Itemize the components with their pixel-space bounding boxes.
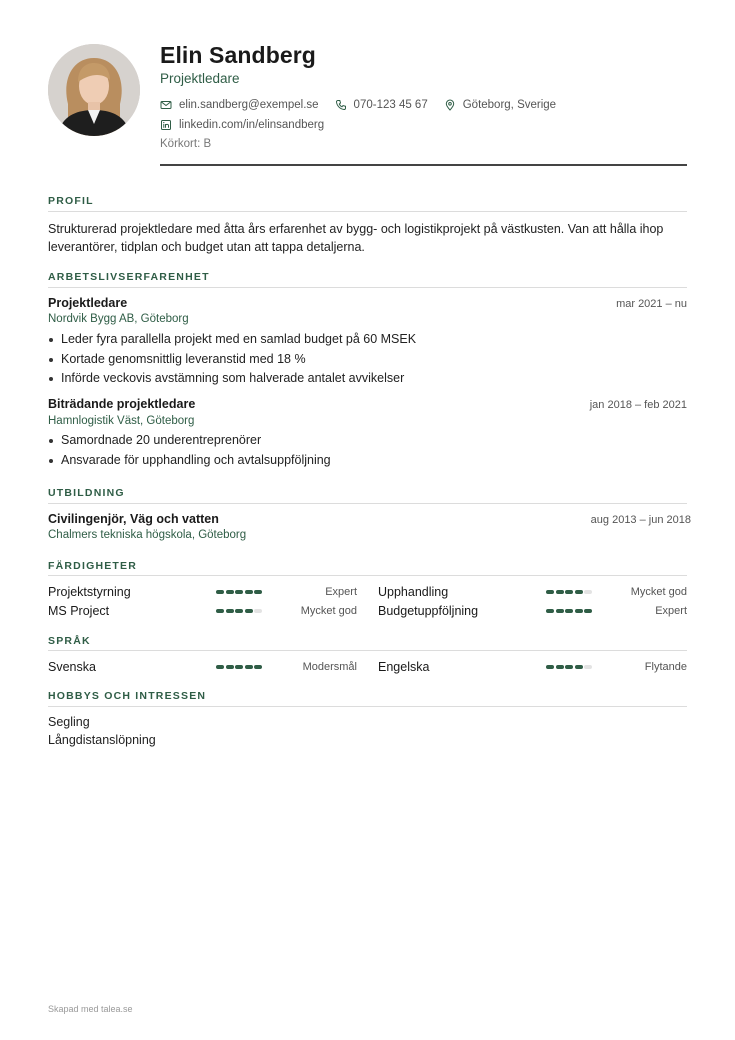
rating-dot-filled [245,665,253,669]
skill-name: Upphandling [378,585,449,599]
skill-level: Expert [325,586,357,598]
rating-dot-filled [556,609,564,613]
list-item: Samordnade 20 underentreprenörer [48,431,678,451]
hobby-item: Långdistanslöpning [48,733,156,747]
rating-dot-filled [546,609,554,613]
job-date: jan 2018 – feb 2021 [589,399,687,411]
skill-row [378,584,687,600]
language-name: Svenska [48,660,96,674]
rating-dot-filled [546,665,554,669]
skill-rating [216,590,276,594]
list-item: Ansvarade för upphandling och avtalsuppföljning [48,451,678,471]
rating-dot-filled [226,609,234,613]
job-company: Hamnlogistik Väst, Göteborg [48,415,195,427]
contact-location [444,99,556,111]
location-text: Göteborg, Sverige [462,99,557,111]
candidate-role: Projektledare [160,71,240,86]
section-divider [48,503,687,504]
rating-dot-filled [575,665,583,669]
skill-row [378,603,687,619]
language-rating [216,665,276,669]
phone-text: 070-123 45 67 [353,99,428,111]
section-divider [48,211,687,212]
section-title-hobbies: HOBBYS OCH INTRESSEN [48,690,207,702]
rating-dot-filled [235,609,243,613]
map-pin-icon [444,99,456,111]
rating-dot-filled [565,609,573,613]
rating-dot-filled [584,609,592,613]
rating-dot-filled [575,590,583,594]
skill-row [48,584,357,600]
section-divider [48,575,687,576]
rating-dot-filled [565,665,573,669]
education-school: Chalmers tekniska högskola, Göteborg [48,529,247,541]
job-title: Biträdande projektledare [48,397,196,411]
rating-dot-filled [556,665,564,669]
rating-dot-filled [216,665,224,669]
language-row [378,659,687,675]
email-text: elin.sandberg@exempel.se [179,99,319,111]
job-bullets [48,431,678,470]
education-degree: Civilingenjör, Väg och vatten [48,512,219,526]
rating-dot-filled [254,590,262,594]
language-name: Engelska [378,660,430,674]
skill-rating [216,609,276,613]
rating-dot-filled [226,665,234,669]
rating-dot-filled [245,609,253,613]
rating-dot-filled [235,590,243,594]
rating-dot-filled [565,590,573,594]
hobby-item: Segling [48,715,90,729]
candidate-name: Elin Sandberg [160,42,316,68]
language-level: Flytande [644,661,687,673]
rating-dot-filled [226,590,234,594]
rating-dot-filled [546,590,554,594]
education-date: aug 2013 – jun 2018 [590,514,691,526]
rating-dot-filled [235,665,243,669]
skill-row [48,603,357,619]
contact-phone[interactable] [335,99,428,111]
skill-name: Budgetuppföljning [378,604,479,618]
rating-dot-empty [254,609,262,613]
rating-dot-empty [584,590,592,594]
list-item: Kortade genomsnittlig leveranstid med 18 % [48,350,678,370]
language-rating [546,665,606,669]
contact-linkedin[interactable] [160,119,324,131]
rating-dot-filled [216,590,224,594]
section-title-profile: PROFIL [48,195,94,207]
rating-dot-filled [254,665,262,669]
section-title-education: UTBILDNING [48,487,125,499]
contact-email[interactable] [160,99,319,111]
job-company: Nordvik Bygg AB, Göteborg [48,313,189,325]
section-divider [48,650,687,651]
skill-name: Projektstyrning [48,585,131,599]
section-title-languages: SPRÅK [48,635,91,647]
profile-summary: Strukturerad projektledare med åtta års erfarenhet av bygg- och logistikprojekt på västkusten. Van att hålla ihop leverantörer, tidplan och budget utan att tappa detaljerna. [48,222,664,254]
skill-level: Mycket god [630,586,687,598]
job-title: Projektledare [48,296,128,310]
phone-icon [335,99,347,111]
skill-rating [546,609,606,613]
job-bullets [48,330,678,389]
contact-row-secondary [160,119,340,131]
rating-dot-empty [584,665,592,669]
rating-dot-filled [556,590,564,594]
footer-credit: Skapad med talea.se [48,1004,133,1014]
skill-rating [546,590,606,594]
rating-dot-filled [216,609,224,613]
section-title-skills: FÄRDIGHETER [48,560,138,572]
skill-level: Mycket god [300,605,357,617]
profile-photo [48,44,140,136]
section-divider [48,706,687,707]
list-item: Leder fyra parallella projekt med en samlad budget på 60 MSEK [48,330,678,350]
driving-licence: Körkort: B [160,138,212,150]
linkedin-icon [160,119,172,131]
header-divider [160,164,687,166]
language-level: Modersmål [302,661,357,673]
skill-level: Expert [655,605,687,617]
contact-row-primary [160,99,572,111]
language-row [48,659,357,675]
job-date: mar 2021 – nu [616,298,687,310]
rating-dot-filled [575,609,583,613]
skill-name: MS Project [48,604,110,618]
linkedin-text: linkedin.com/in/elinsandberg [179,119,325,131]
section-divider [48,287,687,288]
section-title-experience: ARBETSLIVSERFARENHET [48,271,210,283]
list-item: Införde veckovis avstämning som halverade antalet avvikelser [48,369,678,389]
mail-icon [160,99,172,111]
rating-dot-filled [245,590,253,594]
